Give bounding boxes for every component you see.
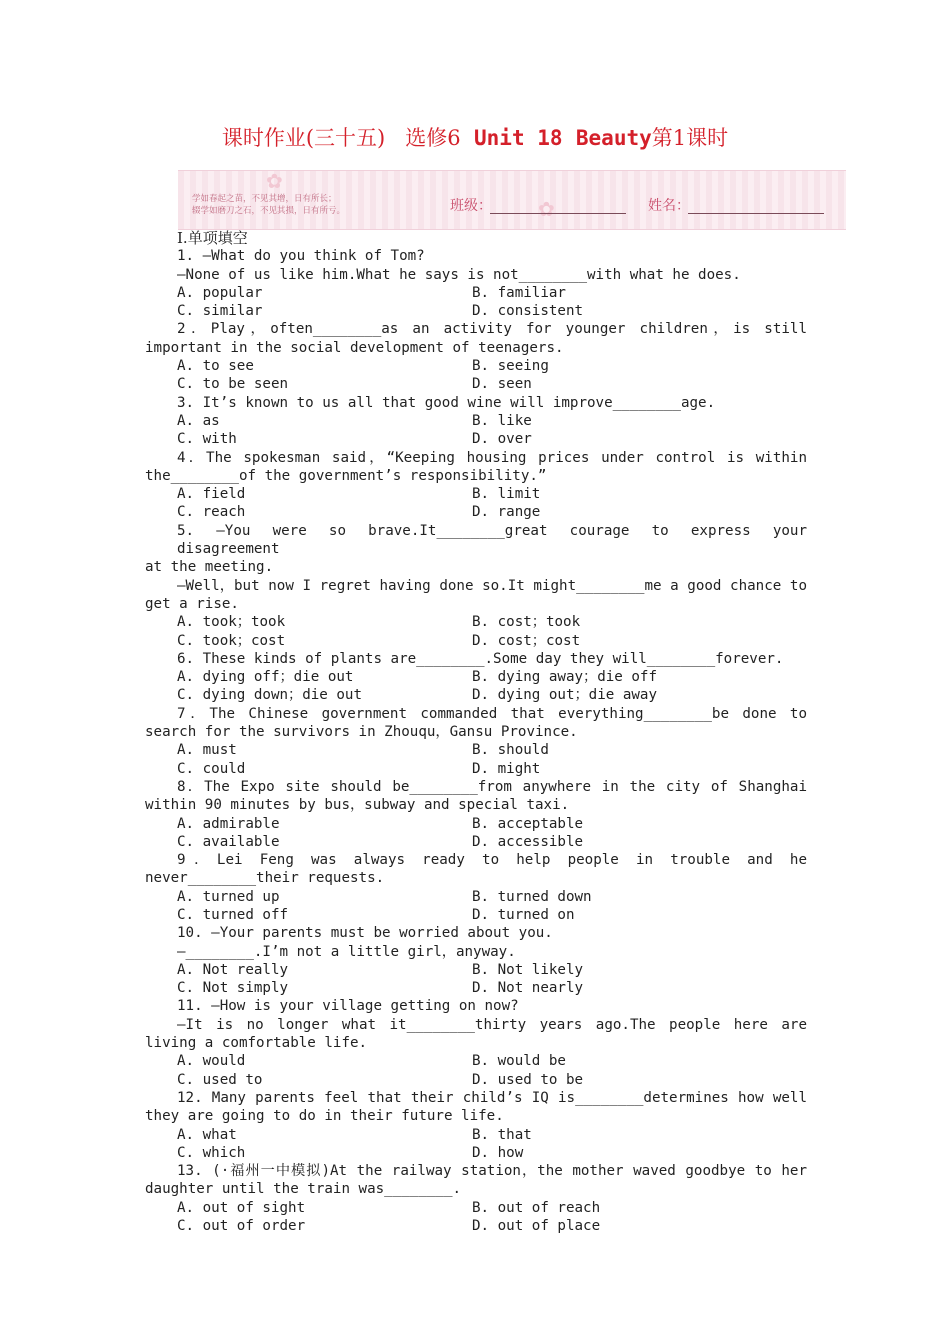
question-item [145,650,807,705]
question-line: 5. —You were so brave.It________great courage to express your disagreement [177,522,807,558]
option-d[interactable]: D. used to be [472,1071,584,1088]
option-d[interactable]: D. seen [472,376,532,393]
option-row [145,1126,807,1144]
option-a[interactable]: A. popular [177,284,263,301]
flower-decoration-icon: ✿ [538,197,555,221]
question-item [145,449,807,522]
option-row [145,375,807,393]
option-row [145,1144,807,1162]
option-row [145,503,807,521]
header-banner [178,170,846,230]
class-field[interactable] [490,213,626,214]
option-a[interactable]: A. out of sight [177,1199,306,1216]
question-line: 13. (·福州一中模拟)At the railway station，the mother waved goodbye to her [177,1163,807,1180]
option-b[interactable]: B. out of reach [472,1199,601,1216]
question-line: 10. —Your parents must be worried about you. [177,925,553,942]
option-c[interactable]: C. available [177,833,280,850]
option-c[interactable]: C. which [177,1144,246,1161]
option-row [145,632,807,650]
question-line: —It is no longer what it________thirty years ago.The people here are [177,1016,807,1033]
option-b[interactable]: B. dying away；die off [472,669,658,686]
option-c[interactable]: C. out of order [177,1218,306,1235]
option-b[interactable]: B. limit [472,486,541,503]
flower-decoration-icon: ✿ [266,169,283,193]
question-line: the________of the government’s responsibility.” [145,467,547,484]
option-c[interactable]: C. similar [177,303,263,320]
name-label: 姓名： [648,198,690,214]
option-c[interactable]: C. took；cost [177,632,286,649]
option-row [145,815,807,833]
class-label: 班级： [450,198,492,214]
option-row [145,302,807,320]
question-line: important in the social development of teenagers. [145,339,564,356]
option-row [145,961,807,979]
question-item [145,394,807,449]
option-row [145,357,807,375]
title-part4: Beauty [575,126,652,150]
option-a[interactable]: A. field [177,486,246,503]
question-item [145,705,807,778]
option-b[interactable]: B. that [472,1126,532,1143]
option-row [145,1199,807,1217]
option-d[interactable]: D. turned on [472,906,575,923]
option-b[interactable]: B. acceptable [472,815,584,832]
option-b[interactable]: B. would be [472,1053,566,1070]
option-row [145,668,807,686]
question-line: 8．The Expo site should be________from anywhere in the city of Shanghai [177,778,807,795]
option-c[interactable]: C. reach [177,504,246,521]
option-row [145,430,807,448]
option-row [145,485,807,503]
option-a[interactable]: A. Not really [177,961,289,978]
option-row [145,833,807,851]
name-field[interactable] [688,213,824,214]
page-title [0,122,950,152]
question-line: 11. —How is your village getting on now? [177,998,519,1015]
option-row [145,1052,807,1070]
question-line: —Well，but now I regret having done so.It might________me a good chance to [177,577,807,594]
option-a[interactable]: A. admirable [177,815,280,832]
option-d[interactable]: D. cost；cost [472,632,581,649]
option-b[interactable]: B. should [472,742,549,759]
option-d[interactable]: D. over [472,431,532,448]
question-item [145,851,807,924]
title-part2: 选修6 [405,126,461,150]
option-b[interactable]: B. like [472,412,532,429]
option-a[interactable]: A. as [177,412,220,429]
option-b[interactable]: B. seeing [472,358,549,375]
question-line: within 90 minutes by bus，subway and special taxi. [145,797,570,814]
option-d[interactable]: D. consistent [472,303,584,320]
option-row [145,760,807,778]
motto [192,193,345,217]
question-line: 2．Play，often________as an activity for younger children，is still [177,321,807,338]
option-d[interactable]: D. out of place [472,1218,601,1235]
question-line: living a comfortable life. [145,1035,368,1052]
option-d[interactable]: D. how [472,1144,524,1161]
question-line: at the meeting. [145,559,274,576]
question-line: search for the survivors in Zhouqu，Gansu Province. [145,724,578,741]
question-line: they are going to do in their future life. [145,1108,504,1125]
question-line: 1. —What do you think of Tom? [177,248,425,265]
question-line: —________.I’m not a little girl，anyway. [177,943,516,960]
question-item [145,1089,807,1162]
option-d[interactable]: D. range [472,504,541,521]
option-row [145,888,807,906]
option-b[interactable]: B. cost；took [472,614,581,631]
option-a[interactable]: A. turned up [177,888,280,905]
question-item [145,247,807,320]
question-line: 12. Many parents feel that their child’s IQ is________determines how well [177,1089,807,1106]
title-part1: 课时作业(三十五) [221,126,386,150]
question-list [145,229,807,1235]
option-c[interactable]: C. turned off [177,906,289,923]
section-title: Ⅰ.单项填空 [177,229,248,247]
option-a[interactable]: A. to see [177,358,254,375]
option-c[interactable]: C. Not simply [177,980,289,997]
title-part3: Unit 18 [474,126,563,150]
option-b[interactable]: B. Not likely [472,961,584,978]
option-c[interactable]: C. could [177,760,246,777]
option-row [145,284,807,302]
question-item [145,997,807,1088]
option-c[interactable]: C. dying down；die out [177,687,363,704]
question-line: 9．Lei Feng was always ready to help people in trouble and he [177,852,807,869]
option-row [145,1071,807,1089]
option-row [145,979,807,997]
question-item [145,522,807,650]
option-b[interactable]: B. familiar [472,284,566,301]
option-row [145,1217,807,1235]
option-a[interactable]: A. would [177,1053,246,1070]
question-line: —None of us like him.What he says is not________with what he does. [177,266,741,283]
question-line: get a rise. [145,595,239,612]
option-row [145,686,807,704]
option-a[interactable]: A. what [177,1126,237,1143]
option-c[interactable]: C. to be seen [177,376,289,393]
title-part5: 第1课时 [651,126,729,150]
option-row [145,906,807,924]
option-d[interactable]: D. accessible [472,833,584,850]
motto-line1: 学如春起之苗，不见其增，日有所长； [192,194,337,204]
question-line: 3. It’s known to us all that good wine will improve________age. [177,394,716,411]
question-line: daughter until the train was________. [145,1181,462,1198]
option-d[interactable]: D. Not nearly [472,980,584,997]
question-item [145,924,807,997]
question-line: 7．The Chinese government commanded that everything________be done to [177,705,807,722]
option-d[interactable]: D. might [472,760,541,777]
option-a[interactable]: A. must [177,742,237,759]
motto-line2: 辍学如磨刀之石，不见其损，日有所亏。 [192,206,346,216]
option-row [145,412,807,430]
option-b[interactable]: B. turned down [472,888,592,905]
option-a[interactable]: A. dying off；die out [177,669,354,686]
option-d[interactable]: D. dying out；die away [472,687,658,704]
question-line: 6. These kinds of plants are________.Some day they will________forever. [177,650,784,667]
option-row [145,741,807,759]
question-line: never________their requests. [145,870,385,887]
option-c[interactable]: C. with [177,431,237,448]
option-c[interactable]: C. used to [177,1071,263,1088]
question-item [145,1162,807,1235]
question-item [145,778,807,851]
question-line: 4．The spokesman said，“Keeping housing prices under control is within [177,449,807,466]
option-a[interactable]: A. took；took [177,614,286,631]
question-item [145,320,807,393]
option-row [145,613,807,631]
